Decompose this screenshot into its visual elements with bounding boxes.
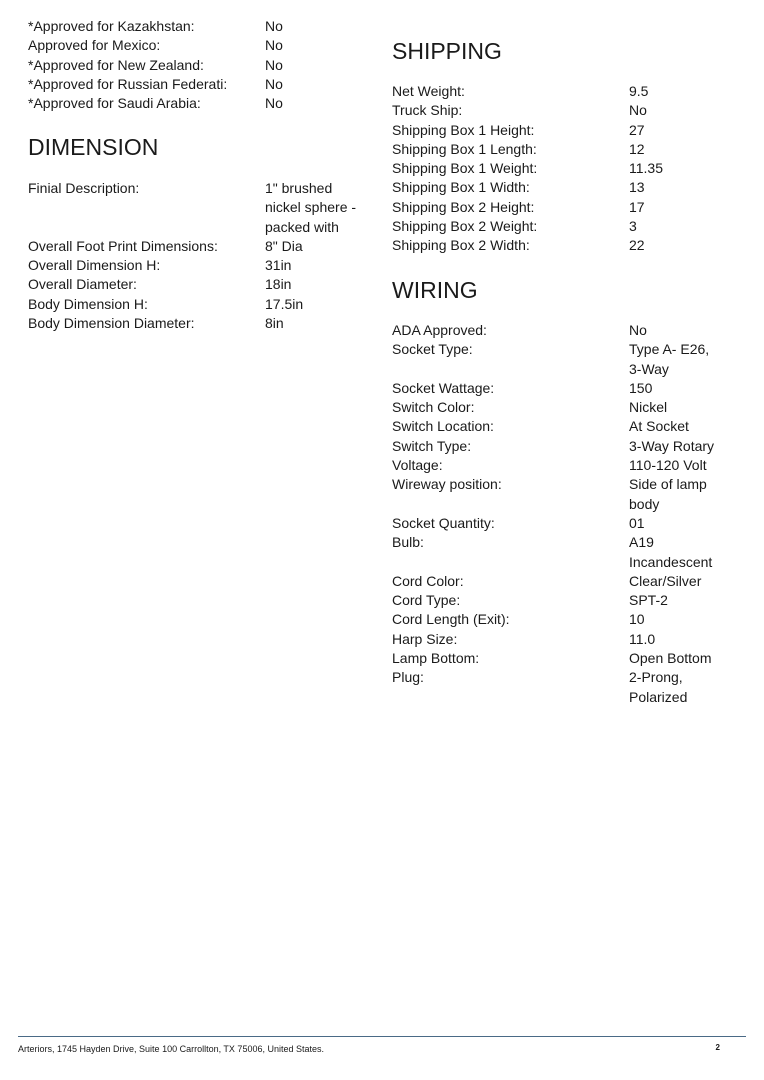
spec-value-line: 8" Dia [265, 237, 303, 254]
spec-value [629, 417, 721, 436]
spec-value-line: 27 [629, 121, 645, 138]
spec-value-line: Open Bottom [629, 650, 712, 667]
spec-value-line: Type A- E26, [629, 341, 710, 358]
spec-value: No [265, 75, 283, 92]
spec-label: Cord Length (Exit): [392, 611, 510, 628]
spec-value-line: 22 [629, 237, 645, 254]
spec-value-line: 11.0 [629, 630, 656, 647]
page-number: 2 [715, 1043, 720, 1052]
spec-value-line: 17 [629, 198, 645, 215]
spec-label: Switch Location: [392, 418, 494, 435]
spec-label: Shipping Box 1 Height: [392, 121, 535, 138]
spec-value [629, 101, 721, 120]
spec-value: No [265, 37, 283, 54]
spec-value-line: Clear/Silver [629, 572, 702, 589]
spec-label: Body Dimension Diameter: [28, 315, 195, 332]
spec-label: Plug: [392, 669, 424, 686]
spec-value-line: 3-Way Rotary [629, 437, 715, 454]
spec-value-line: 17.5in [265, 295, 304, 312]
approvals-list [28, 17, 368, 113]
spec-value [629, 198, 721, 217]
spec-value [629, 217, 721, 236]
spec-value [629, 159, 721, 178]
spec-label: Overall Dimension H: [28, 257, 161, 274]
spec-row [392, 82, 732, 101]
wiring-section [392, 321, 732, 707]
spec-row [392, 630, 732, 649]
spec-label: Cord Type: [392, 592, 461, 609]
spec-row [28, 314, 368, 333]
spec-row [28, 256, 368, 275]
spec-value-line: At Socket [629, 418, 689, 435]
spec-value [629, 456, 721, 475]
spec-row [28, 36, 368, 55]
spec-label: Bulb: [392, 534, 424, 551]
spec-label: *Approved for Saudi Arabia: [28, 95, 201, 112]
spec-value [629, 437, 721, 456]
spec-label: Net Weight: [392, 83, 465, 99]
spec-value [629, 475, 721, 514]
spec-label: *Approved for Kazakhstan: [28, 18, 195, 34]
spec-value-line: 1" brushed [265, 180, 333, 196]
spec-value [265, 295, 360, 314]
spec-label: Cord Color: [392, 572, 464, 589]
spec-label: Overall Diameter: [28, 276, 137, 293]
spec-value [629, 398, 721, 417]
spec-label: Truck Ship: [392, 102, 463, 119]
spec-label: ADA Approved: [392, 322, 487, 338]
spec-value [629, 630, 721, 649]
spec-row [392, 198, 732, 217]
spec-label: Voltage: [392, 457, 443, 474]
spec-value-line: 01 [629, 514, 645, 531]
spec-value-line: nickel sphere - [265, 199, 357, 216]
spec-value [629, 514, 721, 533]
spec-label: Wireway position: [392, 476, 502, 493]
spec-row [28, 237, 368, 256]
spec-row [392, 417, 732, 436]
spec-row [392, 668, 732, 707]
spec-row [392, 121, 732, 140]
spec-label: Finial Description: [28, 180, 140, 196]
spec-row [392, 610, 732, 629]
spec-label: Socket Quantity: [392, 514, 495, 531]
spec-label: Harp Size: [392, 630, 458, 647]
spec-row [392, 514, 732, 533]
spec-value-line: Incandescent [629, 553, 713, 570]
spec-row [392, 178, 732, 197]
spec-row [392, 437, 732, 456]
spec-value [629, 649, 721, 668]
dimension-section [28, 179, 368, 333]
spec-label: Socket Wattage: [392, 379, 495, 396]
spec-value [629, 533, 721, 572]
wiring-heading: WIRING [392, 277, 478, 303]
spec-value-line: 8in [265, 315, 284, 332]
spec-label: Approved for Mexico: [28, 37, 161, 54]
spec-label: Switch Color: [392, 399, 475, 416]
spec-value-line: 150 [629, 379, 653, 396]
spec-value [265, 256, 360, 275]
spec-row [392, 321, 732, 340]
footer-divider [18, 1036, 746, 1037]
spec-row [392, 379, 732, 398]
spec-value-line: 110-120 Volt [629, 457, 707, 474]
spec-label: Shipping Box 2 Weight: [392, 218, 538, 235]
spec-row [392, 217, 732, 236]
spec-label: Body Dimension H: [28, 295, 148, 312]
spec-row [392, 140, 732, 159]
spec-value-line: 31in [265, 257, 292, 274]
spec-row [392, 533, 732, 572]
spec-row [28, 179, 368, 237]
spec-value [629, 121, 721, 140]
spec-value-line: 10 [629, 611, 645, 628]
spec-label: Shipping Box 1 Length: [392, 140, 537, 157]
spec-value-line: A19 [629, 534, 654, 551]
spec-label: Socket Type: [392, 341, 473, 358]
spec-label: Shipping Box 2 Height: [392, 198, 535, 215]
spec-label: Lamp Bottom: [392, 650, 480, 667]
spec-row [28, 295, 368, 314]
spec-value-line: 13 [629, 179, 645, 196]
spec-value [629, 610, 721, 629]
spec-label: Shipping Box 1 Width: [392, 179, 530, 196]
approvals-section [28, 17, 368, 113]
dimension-list [28, 179, 368, 333]
spec-row [392, 101, 732, 120]
spec-value-line: 12 [629, 140, 645, 157]
spec-value: No [265, 18, 283, 34]
spec-value-line: 3-Way [629, 360, 669, 377]
spec-value [629, 178, 721, 197]
spec-row [392, 159, 732, 178]
spec-value [629, 379, 721, 398]
spec-value-line: No [629, 102, 647, 119]
spec-row [392, 456, 732, 475]
spec-row [28, 56, 368, 75]
spec-value [629, 321, 721, 340]
spec-value-line: No [629, 322, 647, 338]
wiring-list [392, 321, 732, 707]
spec-value-line: 18in [265, 276, 292, 293]
spec-value [265, 179, 360, 237]
spec-row [28, 94, 368, 113]
spec-value-line: Polarized [629, 688, 688, 705]
spec-value [629, 668, 721, 707]
spec-value-line: 3 [629, 218, 637, 235]
spec-value-line: 11.35 [629, 160, 663, 177]
spec-label: Shipping Box 2 Width: [392, 237, 530, 254]
spec-value-line: 2-Prong, [629, 669, 683, 686]
shipping-section [392, 82, 732, 256]
spec-row [392, 591, 732, 610]
spec-value: No [265, 56, 283, 73]
spec-row [392, 340, 732, 379]
shipping-heading: SHIPPING [392, 38, 502, 64]
spec-label: *Approved for Russian Federati: [28, 75, 228, 92]
dimension-heading: DIMENSION [28, 134, 159, 160]
spec-value [629, 140, 721, 159]
spec-value-line: packed with [265, 218, 339, 235]
spec-row [392, 236, 732, 255]
spec-row [392, 475, 732, 514]
spec-value [629, 591, 721, 610]
spec-row [392, 398, 732, 417]
spec-label: Overall Foot Print Dimensions: [28, 237, 218, 254]
spec-value: No [265, 95, 283, 112]
spec-value-line: Nickel [629, 399, 668, 416]
shipping-list [392, 82, 732, 256]
spec-row [392, 572, 732, 591]
footer-address: Arteriors, 1745 Hayden Drive, Suite 100 Carrollton, TX 75006, United States. [18, 1044, 324, 1054]
spec-value-line: SPT-2 [629, 592, 668, 609]
spec-label: Shipping Box 1 Weight: [392, 160, 538, 177]
spec-value [265, 275, 360, 294]
spec-value-line: 9.5 [629, 83, 649, 99]
spec-value [265, 237, 360, 256]
spec-value-line: body [629, 495, 660, 512]
spec-value [629, 340, 721, 379]
spec-value [265, 314, 360, 333]
spec-row [28, 75, 368, 94]
spec-value [629, 82, 721, 101]
spec-row [392, 649, 732, 668]
spec-label: *Approved for New Zealand: [28, 56, 204, 73]
spec-label: Switch Type: [392, 437, 472, 454]
spec-value [629, 236, 721, 255]
spec-value [629, 572, 721, 591]
spec-row [28, 275, 368, 294]
spec-row [28, 17, 368, 36]
spec-value-line: Side of lamp [629, 476, 707, 493]
